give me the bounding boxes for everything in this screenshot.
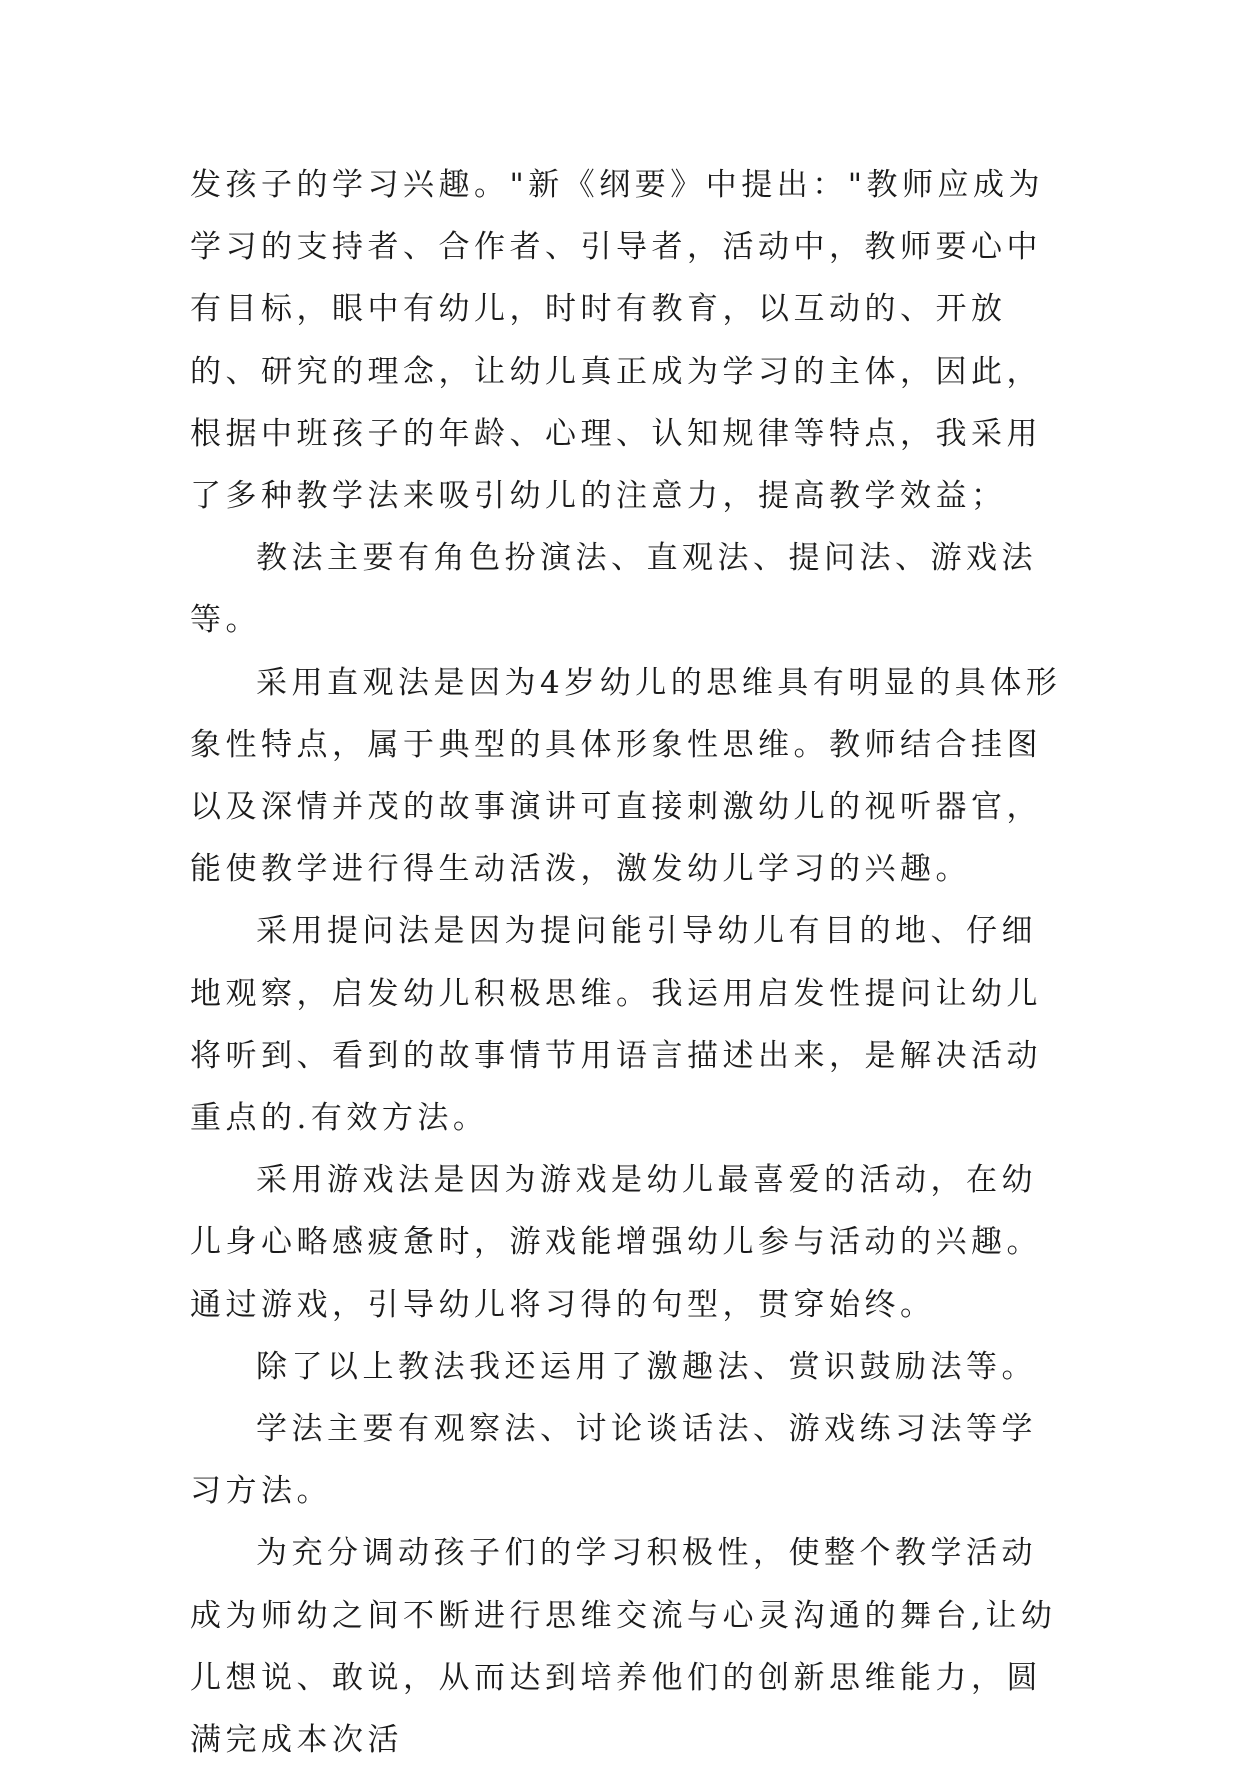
paragraph: 学法主要有观察法、讨论谈话法、游戏练习法等学习方法。 bbox=[190, 1411, 1037, 1510]
paragraph: 采用游戏法是因为游戏是幼儿最喜爱的活动，在幼儿身心略感疲惫时，游戏能增强幼儿参与活动的兴趣。通过游戏，引导幼儿将习得的句型，贯穿始终。 bbox=[190, 1162, 1042, 1323]
paragraph: 教法主要有角色扮演法、直观法、提问法、游戏法等。 bbox=[190, 540, 1037, 639]
paragraph: 采用直观法是因为4岁幼儿的思维具有明显的具体形象性特点，属于典型的具体形象性思维。教师结合挂图以及深情并茂的故事演讲可直接刺激幼儿的视听器官，能使教学进行得生动活泼，激发幼儿学习的兴趣。 bbox=[190, 664, 1062, 888]
paragraph: 除了以上教法我还运用了激趣法、赏识鼓励法等。 bbox=[256, 1348, 1037, 1385]
paragraph: 发孩子的学习兴趣。"新《纲要》中提出："教师应成为学习的支持者、合作者、引导者，活动中，教师要心中有目标，眼中有幼儿，时时有教育，以互动的、开放的、研究的理念，让幼儿真正成为学习的主体，因此，根据中班孩子的年龄、心理、认知规律等特点，我采用了多种教学法来吸引幼儿的注意力，提高教学效益； bbox=[190, 167, 1045, 515]
paragraph: 采用提问法是因为提问能引导幼儿有目的地、仔细地观察，启发幼儿积极思维。我运用启发性提问让幼儿将听到、看到的故事情节用语言描述出来，是解决活动重点的.有效方法。 bbox=[190, 913, 1042, 1137]
document-body bbox=[190, 154, 1070, 1771]
paragraph: 为充分调动孩子们的学习积极性，使整个教学活动成为师幼之间不断进行思维交流与心灵沟通的舞台,让幼儿想说、敢说，从而达到培养他们的创新思维能力，圆满完成本次活 bbox=[190, 1535, 1057, 1759]
